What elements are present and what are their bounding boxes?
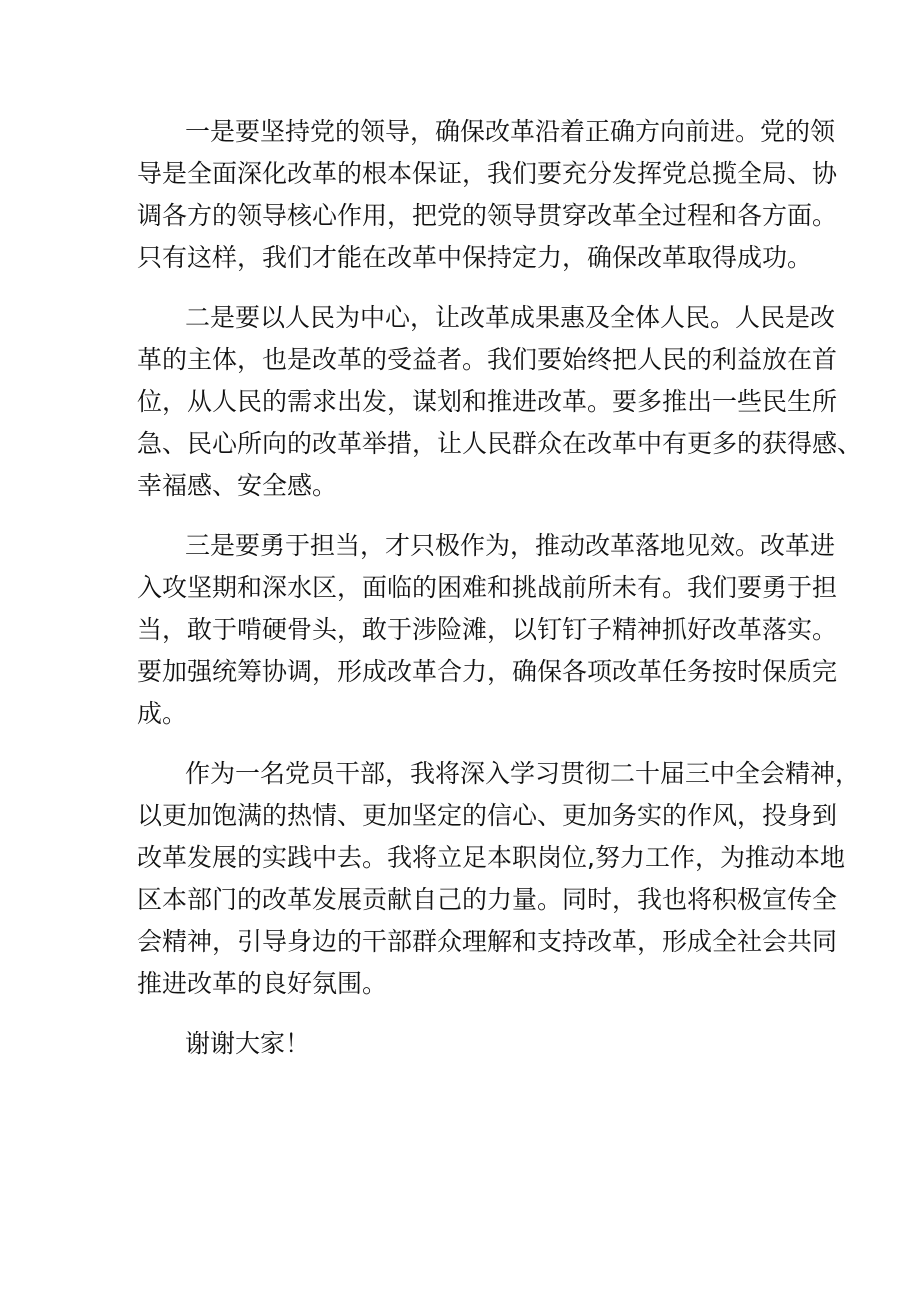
paragraph-line: 区本部门的改革发展贡献自己的力量。同时，我也将积极宣传全 xyxy=(137,885,838,914)
paragraph-line: 位，从人民的需求出发，谋划和推进改革。要多推出一些民生所 xyxy=(137,387,838,416)
paragraph-line: 调各方的领导核心作用，把党的领导贯穿改革全过程和各方面。 xyxy=(137,201,838,230)
paragraph-line: 成。 xyxy=(137,699,188,728)
paragraph-line: 入攻坚期和深水区，面临的困难和挑战前所未有。我们要勇于担 xyxy=(137,573,838,602)
paragraph-line: 以更加饱满的热情、更加坚定的信心、更加务实的作风，投身到 xyxy=(137,801,838,830)
paragraph-line: 要加强统筹协调，形成改革合力，确保各项改革任务按时保质完 xyxy=(137,657,838,686)
paragraph-responsibility xyxy=(137,525,838,735)
paragraph-line: 改革发展的实践中去。我将立足本职岗位,努力工作，为推动本地 xyxy=(137,843,845,872)
paragraph-line: 一是要坚持党的领导，确保改革沿着正确方向前进。党的领 xyxy=(185,117,836,146)
paragraph-people-centered xyxy=(137,297,863,507)
paragraph-line: 急、民心所向的改革举措，让人民群众在改革中有更多的获得感、 xyxy=(137,429,863,458)
paragraph-line: 导是全面深化改革的根本保证，我们要充分发挥党总揽全局、协 xyxy=(137,159,838,188)
paragraph-line: 幸福感、安全感。 xyxy=(137,471,338,500)
paragraph-line: 革的主体，也是改革的受益者。我们要始终把人民的利益放在首 xyxy=(137,345,838,374)
paragraph-closing-thanks xyxy=(137,1023,797,1065)
paragraph-line: 谢谢大家！ xyxy=(185,1029,311,1058)
paragraph-line: 推进改革的良好氛围。 xyxy=(137,969,388,998)
paragraph-leadership xyxy=(137,111,838,279)
paragraph-line: 会精神，引导身边的干部群众理解和支持改革，形成全社会共同 xyxy=(137,927,838,956)
paragraph-line: 二是要以人民为中心，让改革成果惠及全体人民。人民是改 xyxy=(185,303,836,332)
paragraph-personal-commitment xyxy=(137,753,861,1005)
paragraph-line: 三是要勇于担当，才只极作为，推动改革落地见效。改革进 xyxy=(185,531,836,560)
paragraph-line: 只有这样，我们才能在改革中保持定力，确保改革取得成功。 xyxy=(137,243,813,272)
paragraph-line: 作为一名党员干部，我将深入学习贯彻二十届三中全会精神， xyxy=(185,759,861,788)
paragraph-line: 当，敢于啃硬骨头，敢于涉险滩，以钉钉子精神抓好改革落实。 xyxy=(137,615,838,644)
document-body xyxy=(137,111,863,1083)
